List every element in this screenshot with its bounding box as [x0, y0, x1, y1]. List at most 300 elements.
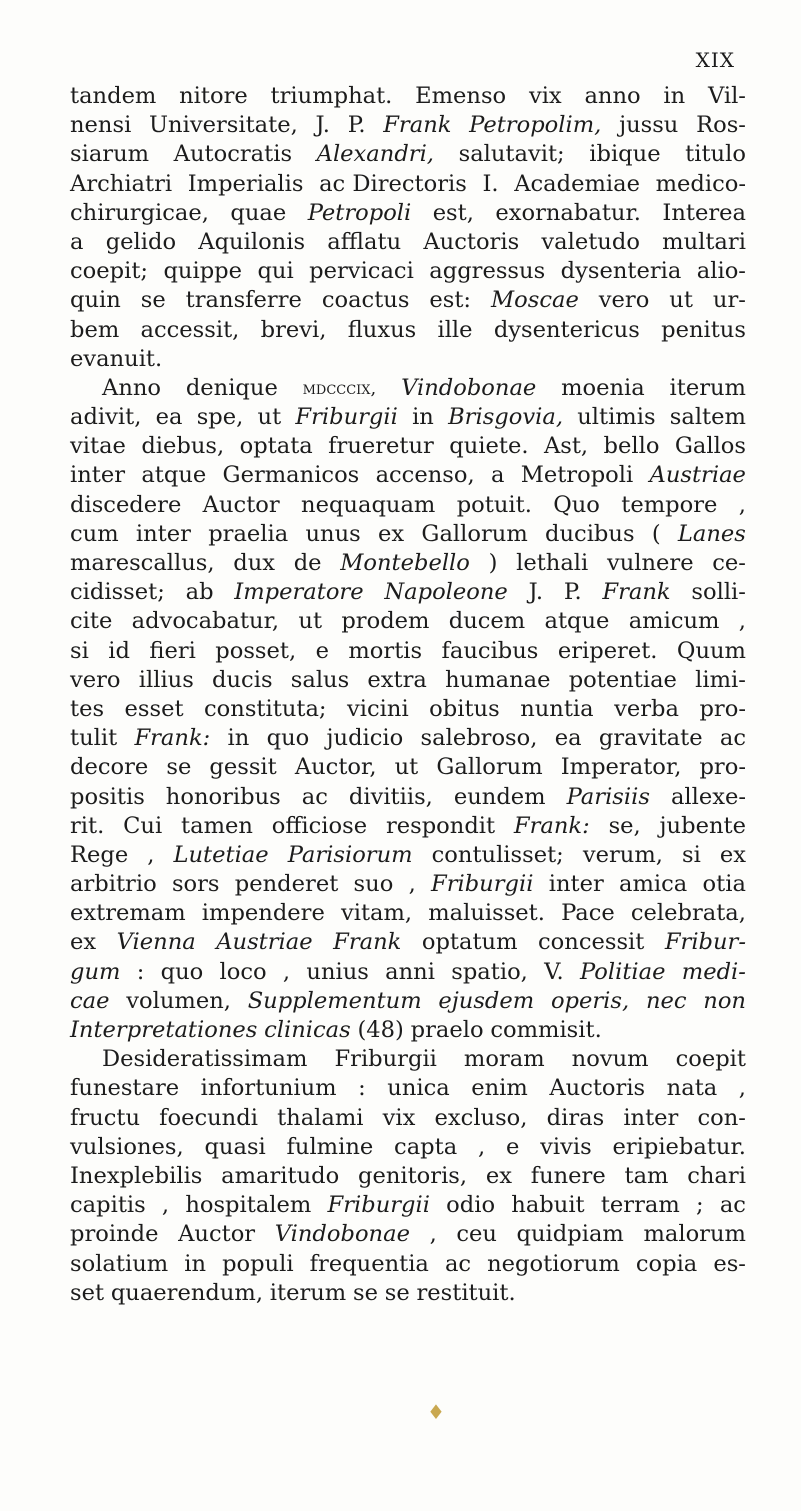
- word: Emenso: [415, 83, 507, 109]
- word: ce-: [712, 550, 746, 576]
- text-line: [70, 783, 746, 812]
- text-line: [70, 1250, 746, 1279]
- word: optatum: [421, 929, 518, 956]
- body-text: [70, 82, 746, 1308]
- text-line: [70, 958, 746, 987]
- word: Parisiorum: [287, 841, 413, 868]
- word: inter: [70, 462, 126, 489]
- word: in: [663, 83, 686, 109]
- word: P.: [563, 579, 582, 606]
- word: tempore: [621, 491, 718, 518]
- word: quidpiam: [516, 1221, 624, 1248]
- word: ex: [378, 520, 405, 547]
- word: operis,: [550, 987, 630, 1014]
- word: nensi: [70, 112, 132, 139]
- word: ceu: [456, 1221, 497, 1248]
- text-line: [70, 199, 746, 228]
- word: divitiis,: [348, 783, 433, 810]
- word: moram: [463, 1046, 545, 1073]
- word: ac: [301, 783, 328, 810]
- word: negotiorum: [487, 1250, 620, 1277]
- word: bello: [603, 433, 660, 460]
- word: iterum: [669, 374, 746, 401]
- word: fieri: [149, 637, 196, 664]
- word: foecundi: [159, 1104, 258, 1131]
- word: J.: [528, 579, 544, 606]
- word: ac: [719, 1192, 746, 1219]
- word: gelido: [105, 228, 177, 255]
- text-line: [70, 987, 746, 1016]
- word: funere: [530, 1162, 606, 1189]
- word: tamen: [181, 812, 253, 839]
- word: si: [681, 841, 701, 868]
- word: fulmine: [286, 1133, 374, 1160]
- word: Inexplebilis: [70, 1162, 203, 1189]
- text-line: [70, 753, 746, 782]
- word: in: [412, 404, 434, 431]
- word: proinde: [70, 1221, 159, 1248]
- word: Pace: [561, 900, 615, 927]
- word: vicini: [347, 695, 409, 722]
- word: respondit: [385, 812, 496, 839]
- word: aggressus: [429, 258, 546, 285]
- word: coactus: [321, 287, 410, 314]
- word: populi: [222, 1250, 294, 1277]
- text-line: [70, 461, 746, 490]
- word: marescallus,: [70, 550, 215, 576]
- word: quae: [230, 199, 287, 226]
- word: mdcccix,: [302, 377, 377, 399]
- word: allexe-: [670, 783, 746, 810]
- word: saltem: [669, 404, 746, 431]
- word: inter: [548, 871, 604, 898]
- text-line: [70, 111, 746, 140]
- word: e: [505, 1133, 520, 1160]
- word: volumen,: [126, 987, 231, 1014]
- word: ,: [429, 1221, 437, 1248]
- word: pro-: [699, 695, 746, 722]
- word: Metropoli: [520, 462, 634, 489]
- word: sors: [171, 871, 220, 898]
- text-line: [70, 666, 746, 695]
- text-line: [70, 899, 746, 928]
- word: terram: [600, 1192, 680, 1219]
- word: Autocratis: [173, 141, 293, 168]
- text-line: [70, 316, 746, 345]
- word: frequentia: [309, 1250, 429, 1277]
- word: contulisset;: [431, 841, 564, 868]
- word: restituit.: [416, 1279, 516, 1306]
- word: Universitate,: [149, 112, 298, 139]
- text-line: [70, 637, 746, 666]
- word: moenia: [561, 374, 645, 401]
- word: suo: [353, 871, 394, 898]
- word: infortunium: [200, 1075, 337, 1102]
- word: quo: [160, 958, 204, 985]
- text-line: [70, 1104, 746, 1133]
- word: ac Directoris: [319, 170, 467, 197]
- word: ac: [444, 1250, 472, 1277]
- word: quaerendum,: [110, 1279, 264, 1306]
- word: triumphat.: [270, 83, 393, 109]
- word: ibique: [589, 141, 661, 168]
- word: enim: [471, 1075, 528, 1102]
- text-line: [70, 345, 746, 374]
- word: Auctor,: [294, 754, 377, 781]
- word: illius: [138, 666, 194, 693]
- word: si: [70, 637, 89, 664]
- word: extremam: [70, 900, 186, 927]
- word: cite: [70, 608, 113, 635]
- word: gessit: [209, 754, 277, 781]
- text-line: [70, 695, 746, 724]
- word: optata: [239, 433, 313, 460]
- word: P.: [347, 112, 366, 139]
- text-line: [70, 607, 746, 636]
- text-line: [70, 520, 746, 549]
- word: Rege: [70, 841, 129, 868]
- word: constituta;: [204, 695, 327, 722]
- word: dysentericus: [493, 316, 640, 343]
- word: est,: [432, 199, 474, 226]
- word: ducem: [448, 608, 526, 635]
- word: unica: [387, 1075, 450, 1102]
- word: Friburgii: [327, 1192, 430, 1219]
- word: tam: [624, 1162, 669, 1189]
- word: ac: [719, 725, 746, 752]
- word: ducis: [212, 666, 273, 693]
- word: medico-: [655, 170, 746, 197]
- text-line: [70, 1279, 746, 1308]
- word: otia: [702, 871, 746, 898]
- word: maluisset.: [428, 900, 545, 927]
- word: discedere: [70, 491, 182, 518]
- word: Parisiis: [566, 783, 650, 810]
- word: vitam,: [340, 900, 413, 927]
- word: adivit,: [70, 404, 142, 431]
- word: es-: [713, 1250, 746, 1277]
- word: quasi: [204, 1133, 266, 1160]
- word: capta: [394, 1133, 458, 1160]
- word: funestare: [70, 1075, 180, 1102]
- word: ut: [298, 608, 323, 635]
- text-line: [70, 257, 746, 286]
- text-line: [70, 1016, 746, 1045]
- word: Politiae: [580, 958, 666, 985]
- word: ,: [738, 491, 746, 518]
- word: V.: [544, 958, 564, 985]
- word: Vindobonae: [274, 1221, 410, 1248]
- word: unus: [305, 520, 361, 547]
- word: fluxus: [347, 316, 417, 343]
- word: spe,: [196, 404, 244, 431]
- word: advocabatur,: [131, 608, 280, 635]
- word: faucibus: [441, 637, 539, 664]
- word: vivis: [540, 1133, 592, 1160]
- word: denique: [185, 374, 278, 401]
- word: :: [136, 958, 145, 985]
- word: ultimis: [577, 404, 656, 431]
- word: (48): [357, 1017, 404, 1043]
- word: humanae: [445, 666, 551, 693]
- word: diebus,: [141, 433, 225, 460]
- word: Napoleone: [384, 579, 508, 606]
- word: anni: [385, 958, 435, 985]
- word: eriperet.: [557, 637, 658, 664]
- word: exornabatur.: [495, 199, 641, 226]
- word: Interpretationes: [70, 1017, 258, 1043]
- word: verum,: [582, 841, 663, 868]
- word: Austriae: [216, 929, 313, 956]
- word: ,: [738, 608, 746, 635]
- word: ,: [477, 1133, 486, 1160]
- word: positis: [70, 783, 145, 810]
- word: tes: [70, 695, 105, 722]
- word: ,: [282, 958, 291, 985]
- word: excluso,: [434, 1104, 528, 1131]
- word: ,: [738, 1075, 746, 1102]
- word: amaritudo: [221, 1162, 340, 1189]
- word: Imperator,: [560, 754, 682, 781]
- word: accessit,: [140, 316, 240, 343]
- word: Frank: [602, 579, 671, 606]
- word: diras: [546, 1104, 605, 1131]
- word: Imperatore: [234, 579, 364, 606]
- word: vulnere: [606, 550, 694, 576]
- text-line: [70, 928, 746, 957]
- word: Frank:: [513, 812, 590, 839]
- word: chari: [687, 1162, 746, 1189]
- word: Auctoris: [549, 1075, 646, 1102]
- ink-mark: ♦: [427, 1400, 445, 1424]
- word: Interea: [662, 199, 746, 226]
- word: Desideratissimam: [102, 1046, 308, 1073]
- word: J.: [315, 112, 330, 139]
- word: cae: [70, 987, 110, 1014]
- word: ejusdem: [438, 987, 535, 1014]
- word: tulit: [70, 725, 118, 752]
- word: Brisgovia,: [448, 404, 563, 431]
- word: vix: [382, 1104, 416, 1131]
- word: lethali: [516, 550, 589, 576]
- word: quin: [70, 287, 121, 314]
- word: Anno: [102, 374, 162, 401]
- word: honoribus: [165, 783, 281, 810]
- word: se,: [608, 812, 641, 839]
- word: nitore: [179, 83, 248, 109]
- word: salutavit;: [458, 141, 565, 168]
- text-line: [70, 1133, 746, 1162]
- word: nequaquam: [301, 491, 436, 518]
- word: est:: [429, 287, 472, 314]
- word: ,: [161, 1192, 170, 1219]
- text-line: [70, 491, 746, 520]
- word: Gallorum: [421, 520, 528, 547]
- word: penderet: [234, 871, 339, 898]
- text-line: [70, 170, 746, 199]
- word: limi-: [695, 666, 746, 693]
- text-line: [70, 374, 746, 403]
- word: ducibus: [545, 520, 635, 547]
- word: spatio,: [451, 958, 528, 985]
- word: vulsiones,: [70, 1133, 184, 1160]
- word: malorum: [643, 1221, 746, 1248]
- word: set: [70, 1279, 105, 1306]
- word: Imperialis: [187, 170, 304, 197]
- word: de: [293, 550, 322, 576]
- word: habuit: [511, 1192, 585, 1219]
- word: salebroso,: [420, 725, 538, 752]
- word: fructu: [70, 1104, 140, 1131]
- word: Auctor: [178, 1221, 256, 1248]
- word: cum: [70, 520, 119, 547]
- word: quiete.: [449, 433, 529, 460]
- word: dysenteria: [560, 258, 682, 285]
- word: Ros-: [696, 112, 746, 139]
- word: decore: [70, 754, 149, 781]
- word: (: [651, 520, 661, 547]
- word: Friburgii: [334, 1046, 437, 1073]
- word: judicio: [326, 725, 404, 752]
- word: thalami: [277, 1104, 364, 1131]
- word: ex: [719, 841, 746, 868]
- word: verba: [614, 695, 679, 722]
- text-line: [70, 841, 746, 870]
- word: inter: [135, 520, 191, 547]
- word: chirurgicae,: [70, 199, 209, 226]
- word: mortis: [348, 637, 423, 664]
- word: quippe: [163, 258, 243, 285]
- word: Ast,: [543, 433, 589, 460]
- word: Cui: [123, 812, 163, 839]
- word: qui: [257, 258, 294, 285]
- text-line: [70, 140, 746, 169]
- word: :: [358, 1075, 366, 1102]
- word: esset: [124, 695, 184, 722]
- word: valetudo: [541, 228, 640, 255]
- word: ea: [155, 404, 183, 431]
- word: id: [108, 637, 130, 664]
- word: praelia: [208, 520, 289, 547]
- word: Petropoli: [307, 199, 412, 226]
- text-line: [70, 1074, 746, 1103]
- word: ut: [257, 404, 282, 431]
- text-line: [70, 1191, 746, 1220]
- word: potentiae: [568, 666, 677, 693]
- word: Aquilonis: [198, 228, 306, 255]
- word: ,: [147, 841, 155, 868]
- word: se: [166, 754, 192, 781]
- word: gum: [70, 958, 121, 985]
- word: ex: [70, 929, 97, 956]
- word: vitae: [70, 433, 126, 460]
- word: anno: [584, 83, 641, 109]
- word: ut: [394, 754, 419, 781]
- word: solatium: [70, 1250, 169, 1277]
- word: eripiebatur.: [612, 1133, 746, 1160]
- word: transferre: [185, 287, 302, 314]
- word: Quum: [676, 637, 746, 664]
- text-line: [70, 870, 746, 899]
- word: Quo: [553, 491, 600, 518]
- word: a: [490, 462, 505, 489]
- word: siarum: [70, 141, 150, 168]
- word: capitis: [70, 1192, 146, 1219]
- word: se: [384, 1279, 410, 1306]
- word: ,: [408, 871, 416, 898]
- word: hospitalem: [185, 1192, 312, 1219]
- word: Frank:: [134, 725, 211, 752]
- word: non: [703, 987, 746, 1014]
- word: vix: [528, 83, 562, 109]
- word: inter: [623, 1104, 679, 1131]
- word: novum: [571, 1046, 649, 1073]
- text-line: [70, 82, 746, 111]
- word: loco: [219, 958, 267, 985]
- word: gravitate: [598, 725, 703, 752]
- word: praelo: [410, 1017, 484, 1043]
- word: cidisset;: [70, 579, 165, 606]
- word: jubente: [659, 812, 746, 839]
- text-line: [70, 549, 746, 578]
- word: Lutetiae: [173, 841, 269, 868]
- word: ille: [437, 316, 473, 343]
- word: e: [315, 637, 329, 664]
- word: vero: [598, 287, 650, 314]
- word: extra: [367, 666, 427, 693]
- text-line: [70, 1162, 746, 1191]
- text-line: [70, 228, 746, 257]
- word: Austriae: [649, 462, 746, 489]
- word: jussu: [619, 112, 679, 139]
- word: potuit.: [456, 491, 532, 518]
- word: copia: [635, 1250, 698, 1277]
- word: ex: [485, 1162, 512, 1189]
- word: Vil-: [707, 83, 746, 109]
- word: pro-: [699, 754, 746, 781]
- word: frueretur: [328, 433, 434, 460]
- text-line: [70, 578, 746, 607]
- word: Lanes: [677, 520, 746, 547]
- text-line: [70, 724, 746, 753]
- word: amicum: [628, 608, 720, 635]
- word: Moscae: [491, 287, 579, 314]
- word: Friburgii: [431, 871, 534, 898]
- word: pervicaci: [309, 258, 414, 285]
- word: commisit.: [490, 1017, 602, 1043]
- word: nuntia: [520, 695, 594, 722]
- word: amica: [619, 871, 688, 898]
- word: evanuit.: [70, 345, 163, 372]
- word: Archiatri: [70, 170, 173, 197]
- word: Gallorum: [436, 754, 543, 781]
- word: ur-: [712, 287, 746, 314]
- word: multari: [662, 228, 746, 255]
- word: in: [227, 725, 250, 752]
- text-line: [70, 1220, 746, 1249]
- word: salus: [290, 666, 350, 693]
- word: Frank: [333, 929, 402, 956]
- word: celebrata,: [630, 900, 746, 927]
- word: con-: [697, 1104, 746, 1131]
- word: accenso,: [375, 462, 475, 489]
- word: odio: [446, 1192, 496, 1219]
- word: officiose: [271, 812, 368, 839]
- word: titulo: [685, 141, 746, 168]
- word: in: [184, 1250, 207, 1277]
- text-line: [70, 432, 746, 461]
- word: prodem: [341, 608, 430, 635]
